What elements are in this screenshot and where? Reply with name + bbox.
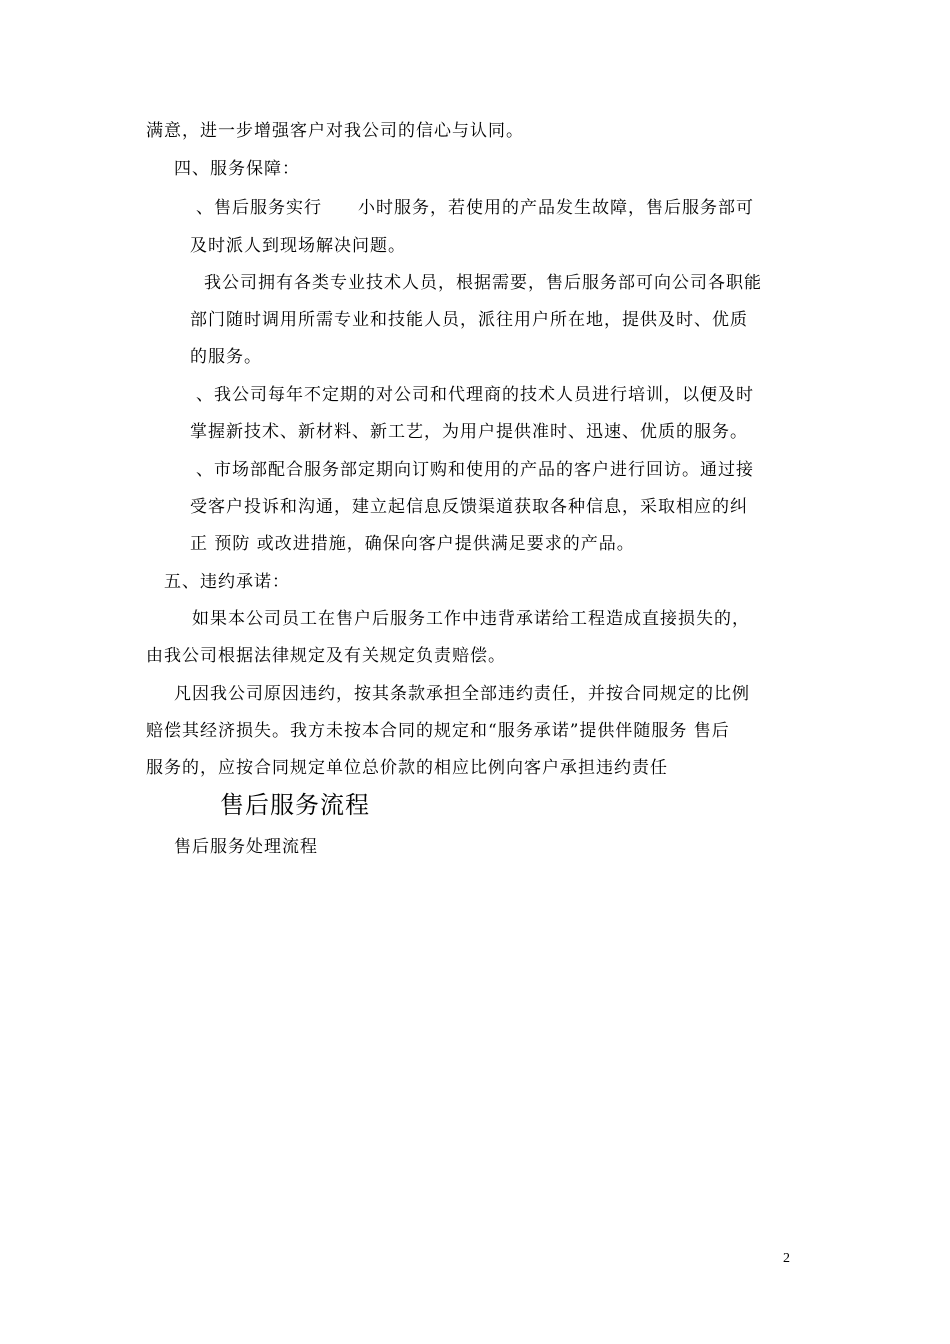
subtitle: 售后服务处理流程 bbox=[174, 837, 318, 857]
paragraph-line: 的服务。 bbox=[190, 347, 262, 367]
paragraph-line: 及时派人到现场解决问题。 bbox=[190, 236, 406, 256]
paragraph-line: 、售后服务实行 小时服务，若使用的产品发生故障，售后服务部可 bbox=[196, 198, 754, 218]
paragraph-line: 满意，进一步增强客户对我公司的信心与认同。 bbox=[146, 121, 524, 141]
paragraph-line: 我公司拥有各类专业技术人员，根据需要，售后服务部可向公司各职能 bbox=[204, 273, 762, 293]
page-number: 2 bbox=[783, 1251, 790, 1266]
paragraph-line: 部门随时调用所需专业和技能人员，派往用户所在地，提供及时、优质 bbox=[190, 310, 748, 330]
paragraph-line: 、我公司每年不定期的对公司和代理商的技术人员进行培训，以便及时 bbox=[196, 385, 754, 405]
paragraph-line: 凡因我公司原因违约，按其条款承担全部违约责任，并按合同规定的比例 bbox=[174, 684, 750, 704]
paragraph-line: 由我公司根据法律规定及有关规定负责赔偿。 bbox=[146, 646, 506, 666]
section-heading-breach-commitment: 五、违约承诺： bbox=[164, 572, 290, 592]
section-heading-service-guarantee: 四、服务保障： bbox=[174, 159, 300, 179]
paragraph-line: 赔偿其经济损失。我方未按本合同的规定和“服务承诺”提供伴随服务 售后 bbox=[146, 721, 730, 741]
paragraph-line: 如果本公司员工在售户后服务工作中违背承诺给工程造成直接损失的， bbox=[192, 609, 750, 629]
section-title: 售后服务流程 bbox=[220, 791, 370, 819]
paragraph-line: 服务的，应按合同规定单位总价款的相应比例向客户承担违约责任 bbox=[146, 758, 668, 778]
paragraph-line: 正 预防 或改进措施，确保向客户提供满足要求的产品。 bbox=[190, 534, 635, 554]
paragraph-line: 、市场部配合服务部定期向订购和使用的产品的客户进行回访。通过接 bbox=[196, 460, 754, 480]
paragraph-line: 受客户投诉和沟通，建立起信息反馈渠道获取各种信息，采取相应的纠 bbox=[190, 497, 748, 517]
paragraph-line: 掌握新技术、新材料、新工艺，为用户提供准时、迅速、优质的服务。 bbox=[190, 422, 748, 442]
